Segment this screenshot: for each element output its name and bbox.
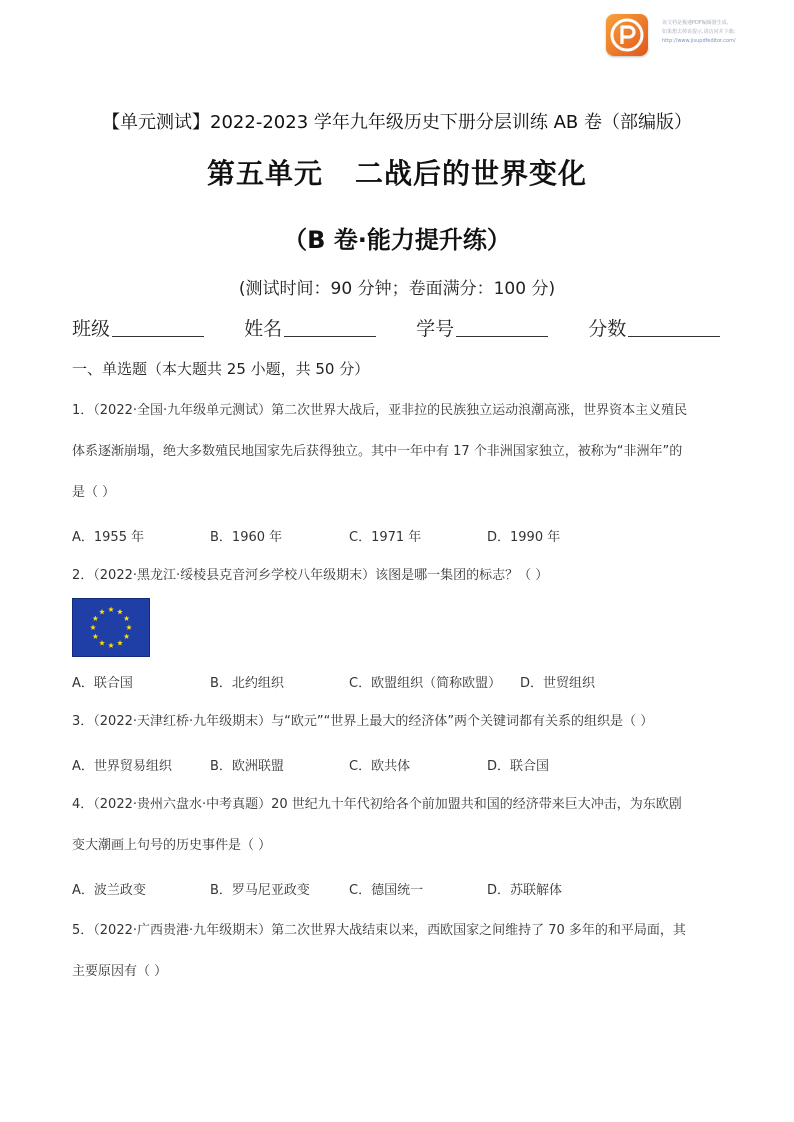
score-blank[interactable] (628, 320, 720, 337)
eu-star-icon (108, 607, 114, 612)
eu-star-icon (108, 643, 114, 648)
paper-subtitle: （B 卷·能力提升练） (283, 226, 511, 254)
question-1-line-1: 1．（2022·全国·九年级单元测试）第二次世界大战后，亚非拉的民族独立运动浪潮高涨，世界资本主义殖民 (72, 403, 688, 418)
score-field (588, 314, 720, 341)
section-heading: 一、单选题（本大题共 25 小题，共 50 分） (72, 360, 370, 378)
unit-number: 第五单元 (206, 157, 323, 190)
class-blank[interactable] (112, 320, 204, 337)
eu-star-icon (99, 640, 105, 645)
question-5 (72, 910, 722, 992)
exam-series-title: 【单元测试】2022-2023 学年九年级历史下册分层训练 AB 卷（部编版） (102, 112, 692, 133)
exam-time-info: (测试时间：90 分钟；卷面满分：100 分) (238, 279, 556, 299)
question-3 (72, 701, 722, 742)
question-2-line-1: 2．（2022·黑龙江·绥棱县克音河乡学校八年级期末）该图是哪一集团的标志？（ ） (72, 568, 549, 583)
option-c[interactable]: C．德国统一 (349, 883, 424, 898)
unit-name: 二战后的世界变化 (355, 157, 588, 190)
watermark-url[interactable]: http://www.jisupdfeditor.com/ (662, 38, 736, 44)
option-a[interactable]: A．联合国 (72, 676, 133, 691)
logo-p-icon (606, 14, 648, 56)
eu-star-icon (90, 625, 96, 630)
option-d[interactable]: D．世贸组织 (520, 676, 596, 691)
question-5-line-2: 主要原因有（ ） (72, 964, 168, 979)
option-d[interactable]: D．联合国 (487, 759, 550, 774)
option-c[interactable]: C．欧共体 (349, 759, 411, 774)
eu-star-icon (124, 616, 130, 621)
eu-star-icon (93, 616, 99, 621)
number-field (416, 314, 548, 341)
pdf-editor-logo (606, 14, 648, 56)
name-blank[interactable] (284, 320, 376, 337)
watermark-line-2: 如果想去掉该提示,请访问并下载: (662, 29, 736, 35)
question-4-line-2: 变大潮画上句号的历史事件是（ ） (72, 838, 272, 853)
eu-flag-stars (73, 599, 149, 656)
question-1-line-2: 体系逐渐崩塌，绝大多数殖民地国家先后获得独立。其中一年中有 17 个非洲国家独立，被称为“非洲年”的 (72, 444, 683, 459)
option-b[interactable]: B．北约组织 (210, 676, 284, 691)
eu-star-icon (126, 625, 132, 630)
name-field (244, 314, 376, 341)
question-3-line-1: 3．（2022·天津红桥·九年级期末）与“欧元”“世界上最大的经济体”两个关键词都有关系的组织是（ ） (72, 714, 654, 729)
option-b[interactable]: B．欧洲联盟 (210, 759, 284, 774)
question-4 (72, 784, 722, 866)
question-1 (72, 390, 722, 513)
name-label: 姓名 (244, 318, 283, 340)
question-5-line-1: 5．（2022·广西贵港·九年级期末）第二次世界大战结束以来，西欧国家之间维持了 70 多年的和平局面，其 (72, 923, 686, 938)
option-a[interactable]: A．1955 年 (72, 530, 145, 545)
unit-title (0, 152, 794, 192)
option-d[interactable]: D．苏联解体 (487, 883, 563, 898)
eu-star-icon (124, 634, 130, 639)
number-label: 学号 (416, 318, 455, 340)
class-label: 班级 (72, 318, 111, 340)
question-4-line-1: 4．（2022·贵州六盘水·中考真题）20 世纪九十年代初给各个前加盟共和国的经济带来巨大冲击，为东欧剧 (72, 797, 682, 812)
option-b[interactable]: B．罗马尼亚政变 (210, 883, 310, 898)
eu-star-icon (93, 634, 99, 639)
option-c[interactable]: C．欧盟组织（简称欧盟） (349, 676, 502, 691)
eu-star-icon (99, 609, 105, 614)
option-a[interactable]: A．波兰政变 (72, 883, 146, 898)
watermark-line-1: 该文档是极速PDF编辑器生成, (662, 20, 729, 26)
number-blank[interactable] (456, 320, 548, 337)
eu-star-icon (117, 609, 123, 614)
eu-star-icon (117, 640, 123, 645)
question-1-line-3: 是（ ） (72, 485, 116, 500)
score-label: 分数 (588, 318, 627, 340)
option-b[interactable]: B．1960 年 (210, 530, 283, 545)
option-d[interactable]: D．1990 年 (487, 530, 561, 545)
option-c[interactable]: C．1971 年 (349, 530, 422, 545)
class-field (72, 314, 204, 341)
eu-flag-image (72, 598, 150, 657)
option-a[interactable]: A．世界贸易组织 (72, 759, 172, 774)
student-info-fields (72, 314, 754, 341)
question-2 (72, 555, 722, 596)
